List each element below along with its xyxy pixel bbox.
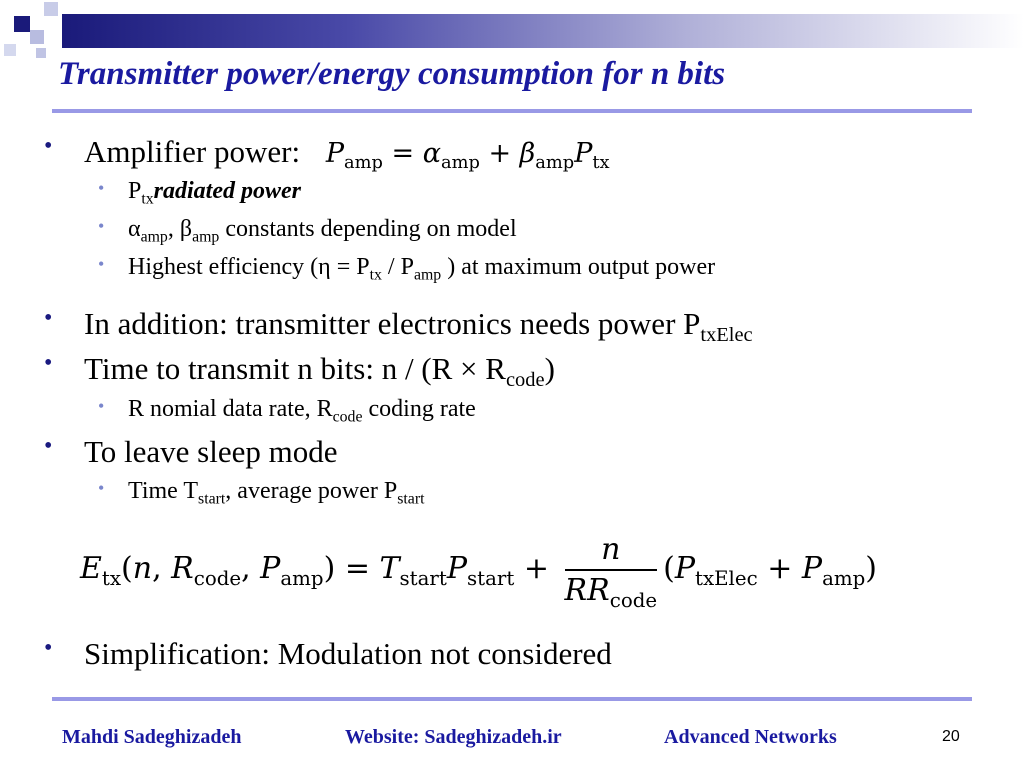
sub-bullet-dot: • xyxy=(98,396,105,416)
bullet-dot: • xyxy=(44,350,53,376)
title-divider xyxy=(52,109,972,113)
energy-formula: $E_{tx}(n$, $R_{code}$, $P_{amp}) = T_{start}P_{start}$ + $\frac{n}{RR_{code}}$ $(P_{txElec} + P_{amp})$ xyxy=(80,532,878,612)
slide-title: Transmitter power/energy consumption for n bits xyxy=(58,56,726,92)
bullet-dot: • xyxy=(44,133,53,159)
sub-bullet-dot: • xyxy=(98,478,105,498)
decor-square xyxy=(4,44,16,56)
sub-bullet-dot: • xyxy=(98,178,105,198)
decor-square xyxy=(36,48,46,58)
bullet-dot: • xyxy=(44,635,53,661)
header-gradient-bar xyxy=(62,14,1024,48)
amplifier-formula: $P_{amp} = \alpha_{amp} + \beta_{amp}P_{tx}$ xyxy=(325,138,610,174)
decor-square xyxy=(44,2,58,16)
sub-bullet-dot: • xyxy=(98,254,105,274)
bullet-dot: • xyxy=(44,305,53,331)
decor-square xyxy=(30,30,44,44)
decor-square xyxy=(14,16,30,32)
bullet-label: Amplifier power: xyxy=(84,134,301,169)
footer-divider xyxy=(52,697,972,701)
radiated-power-text: radiated power xyxy=(153,178,301,204)
bullet-dot: • xyxy=(44,433,53,459)
footer-website: Website: Sadeghizadeh.ir xyxy=(345,726,562,748)
energy-fraction: $\frac{n}{RR_{code}}$ xyxy=(564,532,658,612)
footer-course: Advanced Networks xyxy=(664,726,837,748)
sub-bullet-dot: • xyxy=(98,216,105,236)
page-number: 20 xyxy=(942,728,960,745)
footer-author: Mahdi Sadeghizadeh xyxy=(62,726,242,748)
